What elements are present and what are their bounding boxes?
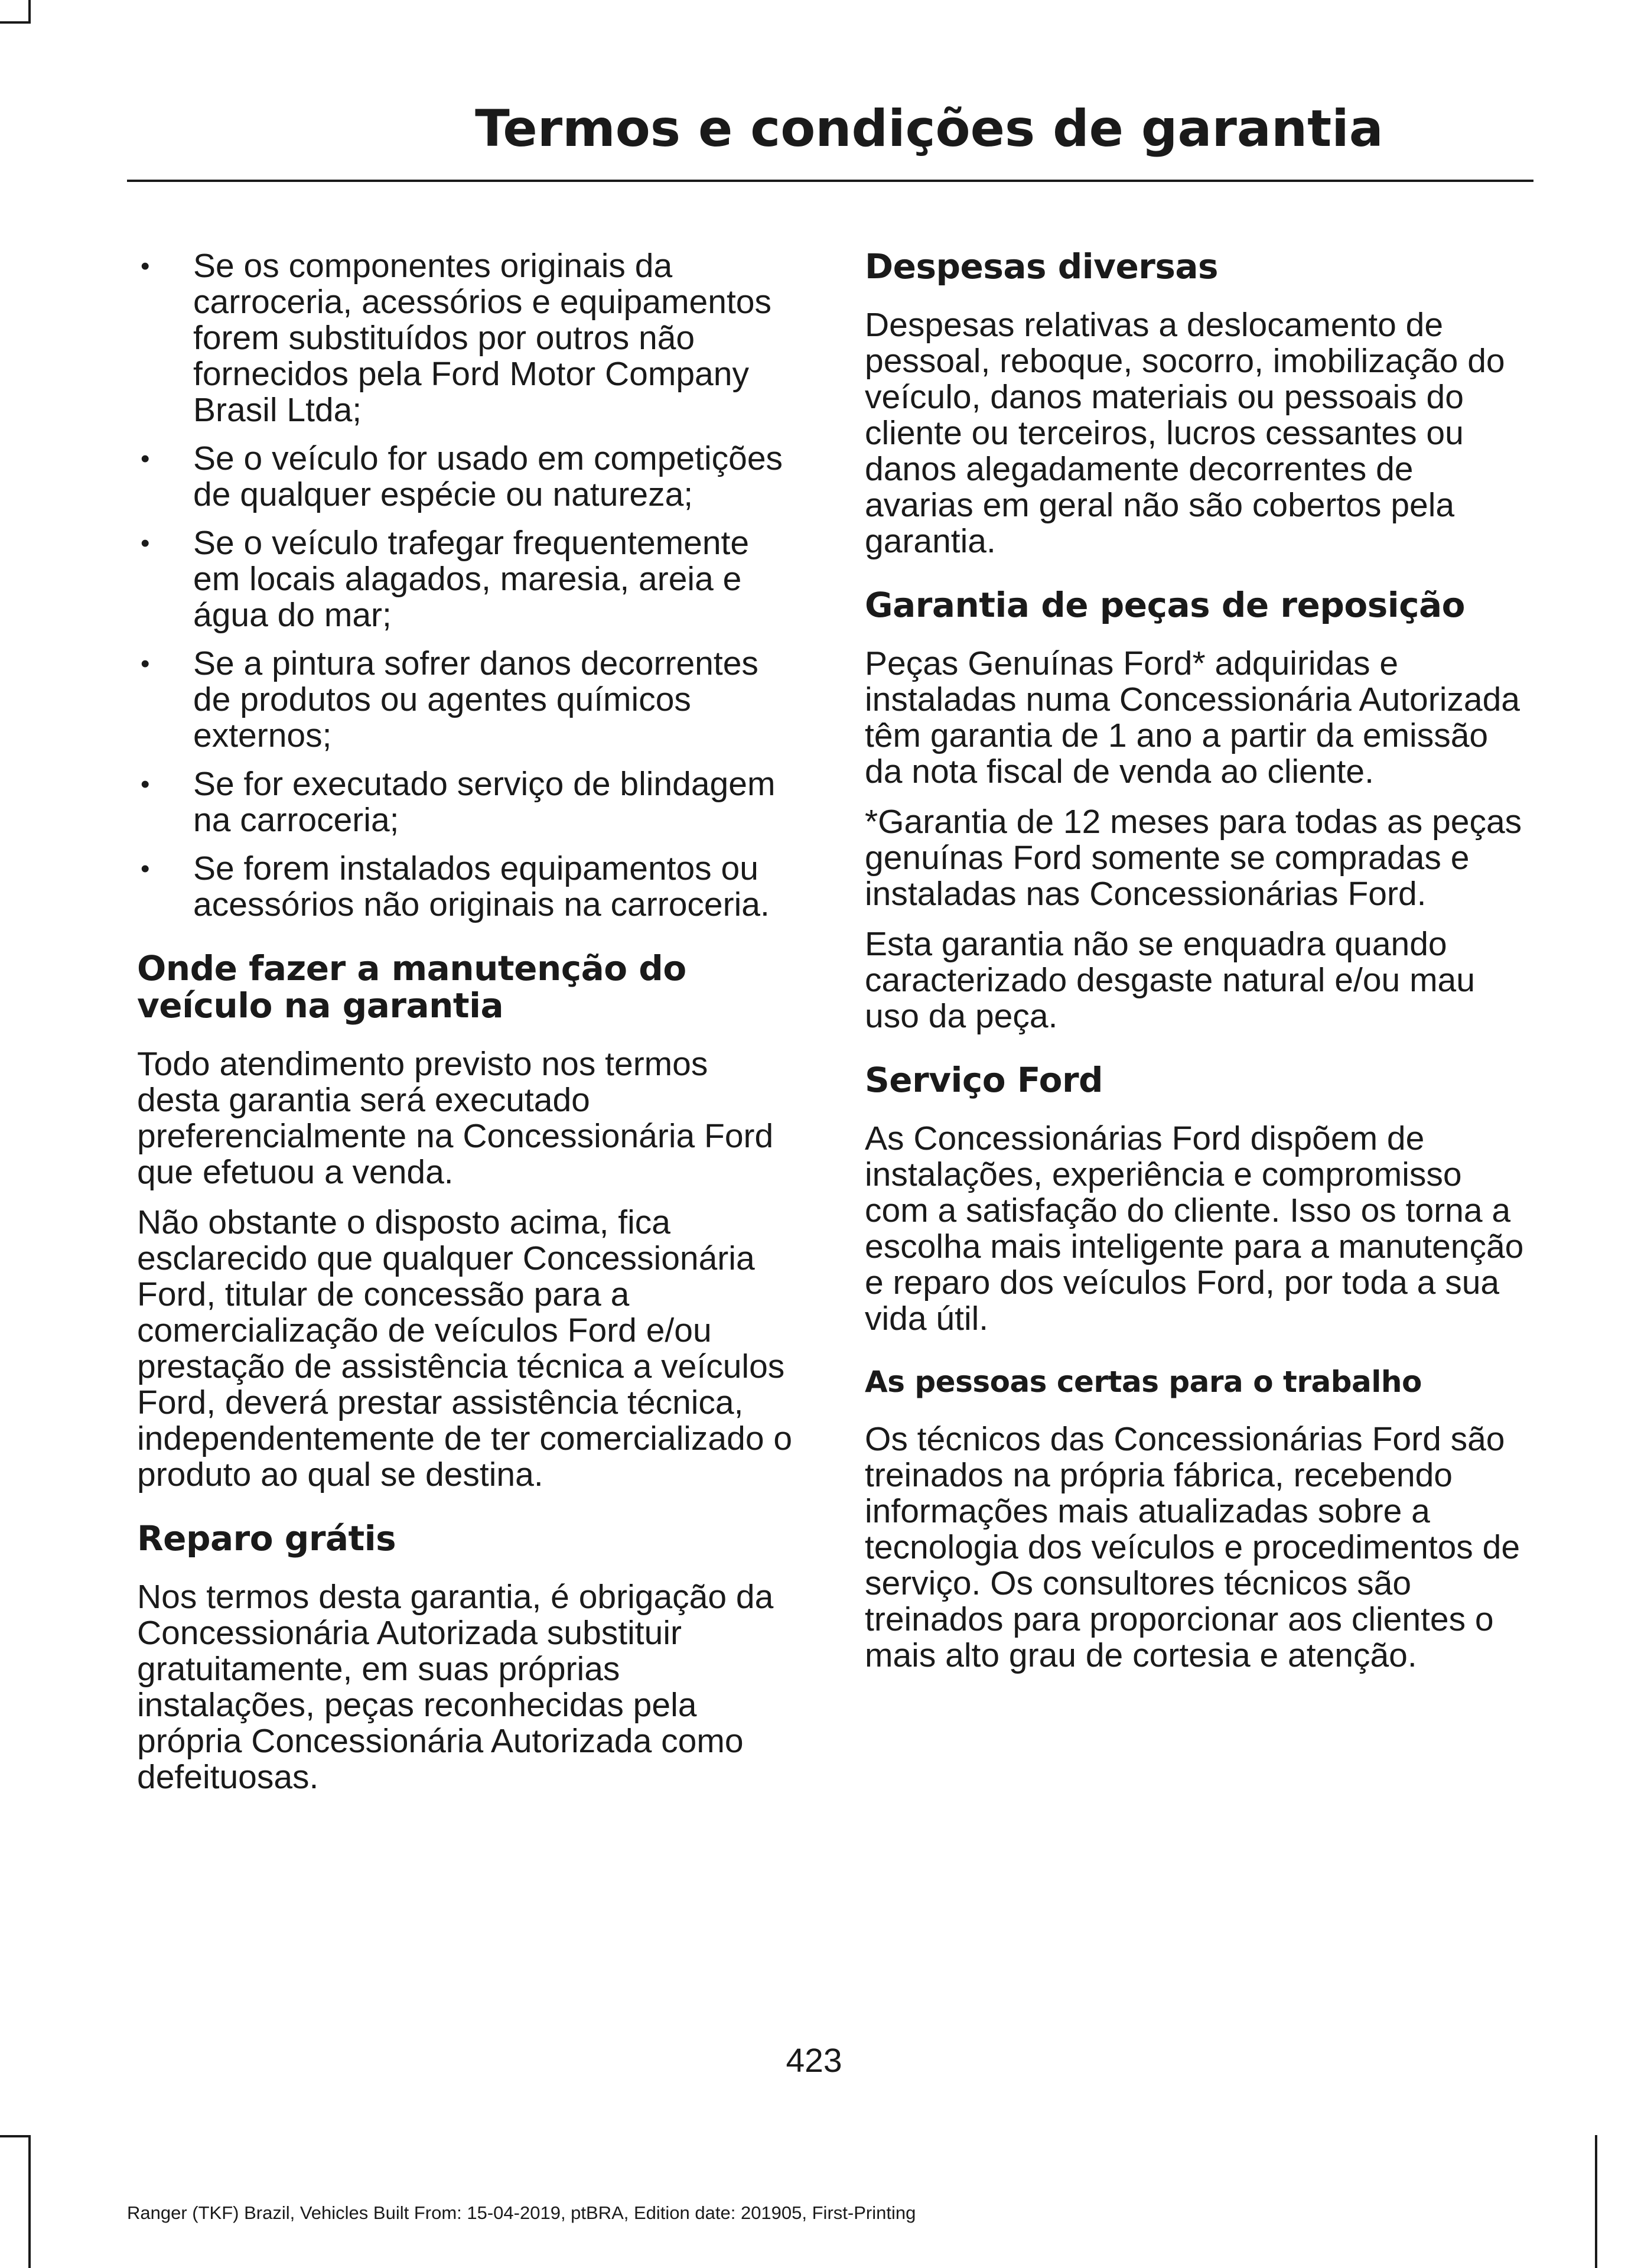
paragraph-pecas-2: *Garantia de 12 meses para todas as peças genuínas Ford somente se compradas e instaladas nas Concessionárias Ford. [865, 803, 1522, 913]
list-item-text: Se o veículo for usado em competições de qualquer espécie ou natureza; [193, 440, 783, 513]
bullet-icon: • [141, 649, 150, 678]
exclusion-list [137, 248, 799, 923]
list-item [137, 525, 799, 633]
paragraph-pecas-3: Esta garantia não se enquadra quando caracterizado desgaste natural e/ou mau uso da peça. [865, 925, 1475, 1035]
footer-edition-info: Ranger (TKF) Brazil, Vehicles Built From: 15-04-2019, ptBRA, Edition date: 201905, First-Printing [127, 2202, 916, 2223]
list-item-text: Se o veículo trafegar frequentemente em locais alagados, maresia, areia e água do mar; [193, 524, 750, 634]
paragraph-despesas-1: Despesas relativas a deslocamento de pessoal, reboque, socorro, imobilização do veículo, danos materiais ou pessoais do cliente ou terceiros, lucros cessantes ou danos alegadamente decorrentes de avarias em geral não são cobertos pela garantia. [865, 306, 1505, 560]
bullet-icon: • [141, 252, 150, 281]
crop-mark-top-left-horizontal [0, 21, 31, 24]
crop-mark-bottom-right-vertical [1595, 2135, 1597, 2268]
list-item [137, 766, 799, 838]
crop-mark-bottom-left-vertical [28, 2135, 31, 2268]
page-number: 423 [786, 2042, 842, 2080]
paragraph-onde-2: Não obstante o disposto acima, fica esclarecido que qualquer Concessionária Ford, titular de concessão para a comercialização de veículos Ford e/ou prestação de assistência técnica a veículos Ford, deverá prestar assistência técnica, independentemente de ter comercializado o produto ao qual se destina. [137, 1203, 793, 1493]
section-heading-pecas-reposicao: Garantia de peças de reposição [865, 585, 1465, 625]
paragraph-pecas-1: Peças Genuínas Ford* adquiridas e instaladas numa Concessionária Autorizada têm garantia de 1 ano a partir da emissão da nota fiscal de venda ao cliente. [865, 645, 1520, 790]
bullet-icon: • [141, 444, 150, 473]
crop-mark-top-left-vertical [28, 0, 31, 22]
paragraph-pessoas-1: Os técnicos das Concessionárias Ford são treinados na própria fábrica, recebendo informações mais atualizadas sobre a tecnologia dos veículos e procedimentos de serviço. Os consultores técnicos são treinados para proporcionar aos clientes o mais alto grau de cortesia e atenção. [865, 1420, 1520, 1674]
list-item [137, 441, 799, 513]
crop-mark-bottom-left-horizontal [0, 2135, 31, 2137]
section-heading-pessoas-certas: As pessoas certas para o trabalho [865, 1365, 1422, 1399]
section-heading-reparo-gratis: Reparo grátis [137, 1518, 396, 1558]
paragraph-reparo-1: Nos termos desta garantia, é obrigação da Concessionária Autorizada substituir gratuitamente, em suas próprias instalações, peças reconhecidas pela própria Concessionária Autorizada como defeituosas. [137, 1578, 774, 1796]
page-title: Termos e condições de garantia [475, 99, 1383, 158]
list-item-text: Se for executado serviço de blindagem na carroceria; [193, 765, 776, 839]
header-rule [127, 180, 1533, 182]
right-column [865, 248, 1526, 1688]
list-item [137, 248, 799, 428]
bullet-icon: • [141, 770, 150, 799]
paragraph-servico-1: As Concessionárias Ford dispõem de instalações, experiência e compromisso com a satisfação do cliente. Isso os torna a escolha mais inteligente para a manutenção e reparo dos veículos Ford, por toda a sua vida útil. [865, 1120, 1524, 1338]
list-item [137, 646, 799, 754]
list-item-text: Se forem instalados equipamentos ou acessórios não originais na carroceria. [193, 850, 770, 923]
section-heading-onde-fazer: Onde fazer a manutenção do veículo na garantia [137, 948, 686, 1026]
list-item-text: Se a pintura sofrer danos decorrentes de produtos ou agentes químicos externos; [193, 645, 758, 754]
list-item [137, 851, 799, 923]
list-item-text: Se os componentes originais da carroceria, acessórios e equipamentos forem substituídos por outros não fornecidos pela Ford Motor Company Brasil Ltda; [193, 247, 771, 429]
section-heading-despesas: Despesas diversas [865, 246, 1219, 287]
left-column [137, 248, 799, 1810]
section-heading-servico-ford: Serviço Ford [865, 1060, 1103, 1100]
paragraph-onde-1: Todo atendimento previsto nos termos desta garantia será executado preferencialmente na Concessionária Ford que efetuou a venda. [137, 1045, 774, 1191]
bullet-icon: • [141, 854, 150, 883]
bullet-icon: • [141, 529, 150, 558]
